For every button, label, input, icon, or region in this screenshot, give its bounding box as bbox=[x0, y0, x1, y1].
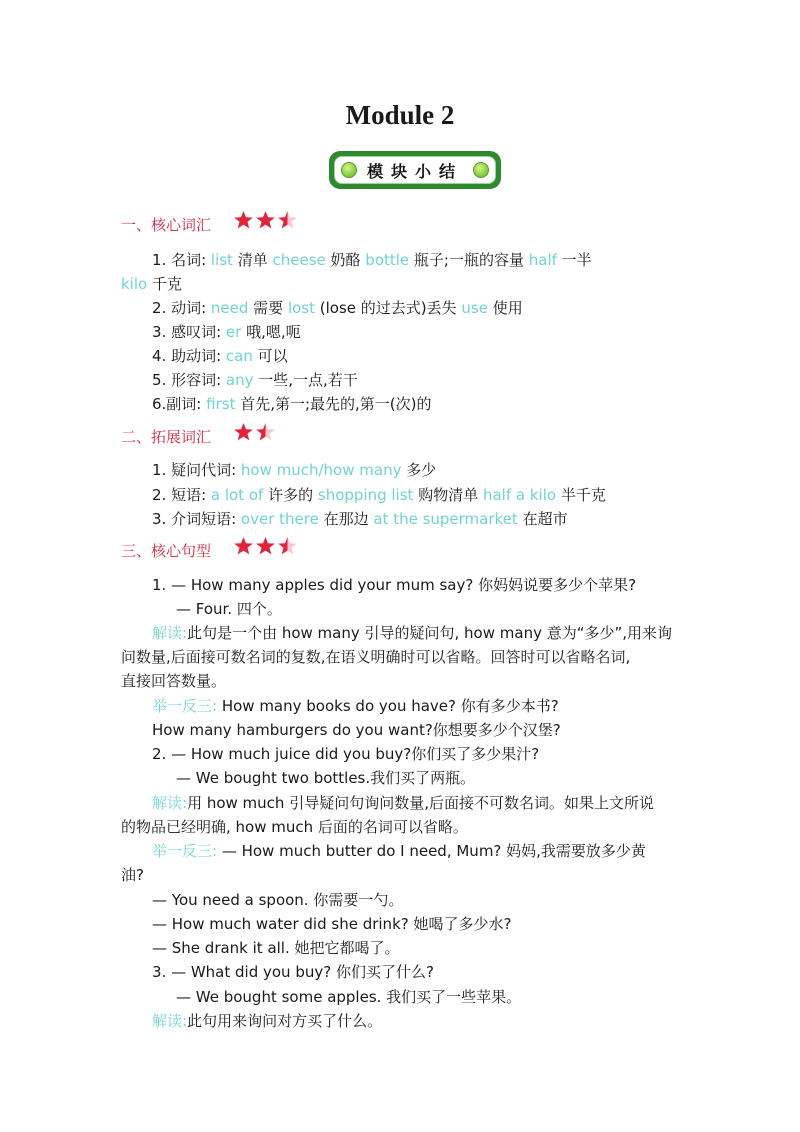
explanation-label: 解读: bbox=[152, 794, 188, 812]
ext-line-pronoun bbox=[152, 459, 436, 480]
explanation-1-cont: 问数量,后面接可数名词的复数,在语义明确时可以省略。回答时可以省略名词, bbox=[121, 648, 631, 666]
explanation-text: 此句用来询问对方买了什么。 bbox=[187, 1012, 383, 1030]
module-summary-banner bbox=[329, 151, 501, 189]
example-1-cont: How many hamburgers do you want?你想要多少个汉堡? bbox=[152, 721, 561, 739]
sentence-q2: 2. — How much juice did you buy?你们买了多少果汁? bbox=[152, 745, 540, 763]
gloss: 可以 bbox=[252, 347, 288, 365]
example-label: 举一反三: bbox=[152, 697, 218, 715]
example-2-line: — You need a spoon. 你需要一勺。 bbox=[152, 891, 404, 909]
star-full-icon bbox=[233, 422, 254, 442]
gloss: 多少 bbox=[401, 461, 437, 479]
section-heading-core-vocab: 一、核心词汇 bbox=[121, 216, 212, 234]
gloss: (lose 的过去式)丢失 bbox=[315, 299, 462, 317]
rating-stars bbox=[233, 210, 298, 230]
line-label: 5. 形容词: bbox=[152, 371, 226, 389]
answer-word: any bbox=[225, 371, 254, 389]
gloss: 瓶子;一瓶的容量 bbox=[409, 251, 529, 269]
star-full-icon bbox=[255, 210, 276, 230]
vocab-line-adjective bbox=[152, 369, 358, 390]
sentence-a1: — Four. 四个。 bbox=[176, 600, 282, 618]
vocab-line-auxiliary bbox=[152, 345, 288, 366]
example-text: How many books do you have? 你有多少本书? bbox=[217, 697, 559, 715]
gloss: 许多的 bbox=[263, 486, 318, 504]
sentence-q3: 3. — What did you buy? 你们买了什么? bbox=[152, 963, 434, 981]
explanation-3 bbox=[152, 1010, 382, 1031]
explanation-label: 解读: bbox=[152, 1012, 188, 1030]
line-label: 2. 动词: bbox=[152, 299, 211, 317]
explanation-1-cont: 直接回答数量。 bbox=[121, 672, 227, 690]
explanation-2 bbox=[152, 792, 654, 813]
example-1 bbox=[152, 695, 559, 716]
star-full-icon bbox=[255, 536, 276, 556]
answer-word: at the supermarket bbox=[373, 510, 518, 528]
sentence-a3: — We bought some apples. 我们买了一些苹果。 bbox=[176, 988, 522, 1006]
explanation-text: 此句是一个由 how many 引导的疑问句, how many 意为“多少”,用来询 bbox=[187, 624, 673, 642]
answer-word: shopping list bbox=[317, 486, 414, 504]
answer-word: over there bbox=[240, 510, 319, 528]
answer-word: kilo bbox=[121, 275, 148, 293]
line-label: 3. 介词短语: bbox=[152, 510, 241, 528]
answer-word: use bbox=[461, 299, 488, 317]
explanation-1 bbox=[152, 622, 672, 643]
vocab-line-nouns bbox=[152, 249, 592, 270]
explanation-text: 用 how much 引导疑问句询问数量,后面接不可数名词。如果上文所说 bbox=[187, 794, 654, 812]
gloss: 首先,第一;最先的,第一(次)的 bbox=[235, 395, 432, 413]
ext-line-phrases bbox=[152, 484, 606, 505]
answer-word: cheese bbox=[272, 251, 326, 269]
example-2-cont: 油? bbox=[121, 866, 144, 884]
gloss: 半千克 bbox=[556, 486, 606, 504]
gloss: 哦,嗯,呃 bbox=[241, 323, 301, 341]
ext-line-prepositional bbox=[152, 508, 568, 529]
gloss: 一半 bbox=[556, 251, 592, 269]
explanation-2-cont: 的物品已经明确, how much 后面的名词可以省略。 bbox=[121, 818, 468, 836]
line-label: 3. 感叹词: bbox=[152, 323, 226, 341]
banner-label: 模块小结 bbox=[366, 162, 463, 181]
rating-stars bbox=[233, 536, 298, 556]
example-2-line: — She drank it all. 她把它都喝了。 bbox=[152, 939, 400, 957]
gloss: 使用 bbox=[487, 299, 523, 317]
section-heading-extended-vocab: 二、拓展词汇 bbox=[121, 428, 212, 446]
sentence-a2: — We bought two bottles.我们买了两瓶。 bbox=[176, 769, 476, 787]
answer-word: need bbox=[210, 299, 249, 317]
gloss: 奶酪 bbox=[325, 251, 366, 269]
answer-word: half a kilo bbox=[482, 486, 557, 504]
answer-word: a lot of bbox=[210, 486, 264, 504]
answer-word: how much/how many bbox=[240, 461, 402, 479]
explanation-label: 解读: bbox=[152, 624, 188, 642]
gloss: 在那边 bbox=[318, 510, 374, 528]
star-half-icon bbox=[255, 422, 276, 442]
answer-word: list bbox=[210, 251, 233, 269]
vocab-line-verbs bbox=[152, 297, 523, 318]
gloss: 清单 bbox=[232, 251, 273, 269]
page-title: Module 2 bbox=[345, 100, 455, 130]
line-label: 1. 名词: bbox=[152, 251, 211, 269]
line-label: 1. 疑问代词: bbox=[152, 461, 241, 479]
answer-word: first bbox=[206, 395, 236, 413]
example-2-line: — How much water did she drink? 她喝了多少水? bbox=[152, 915, 512, 933]
example-2 bbox=[152, 840, 646, 861]
line-label: 2. 短语: bbox=[152, 486, 211, 504]
gloss: 在超市 bbox=[517, 510, 568, 528]
gloss: 千克 bbox=[147, 275, 182, 293]
gloss: 购物清单 bbox=[413, 486, 483, 504]
star-half-icon bbox=[277, 210, 298, 230]
vocab-line-nouns-cont bbox=[121, 273, 182, 294]
vocab-line-adverb bbox=[152, 393, 432, 414]
gloss: 需要 bbox=[248, 299, 288, 317]
example-text: — How much butter do I need, Mum? 妈妈,我需要放多少黄 bbox=[217, 842, 646, 860]
line-label: 6.副词: bbox=[152, 395, 207, 413]
line-label: 4. 助动词: bbox=[152, 347, 226, 365]
star-half-icon bbox=[277, 536, 298, 556]
star-full-icon bbox=[233, 536, 254, 556]
vocab-line-interjection bbox=[152, 321, 301, 342]
gloss: 一些,一点,若干 bbox=[253, 371, 358, 389]
section-heading-core-sentences: 三、核心句型 bbox=[121, 542, 212, 560]
answer-word: can bbox=[225, 347, 253, 365]
answer-word: half bbox=[528, 251, 557, 269]
sentence-q1: 1. — How many apples did your mum say? 你妈妈说要多少个苹果? bbox=[152, 576, 637, 594]
star-full-icon bbox=[233, 210, 254, 230]
rating-stars bbox=[233, 422, 276, 442]
example-label: 举一反三: bbox=[152, 842, 218, 860]
answer-word: bottle bbox=[365, 251, 410, 269]
answer-word: lost bbox=[287, 299, 315, 317]
answer-word: er bbox=[225, 323, 242, 341]
